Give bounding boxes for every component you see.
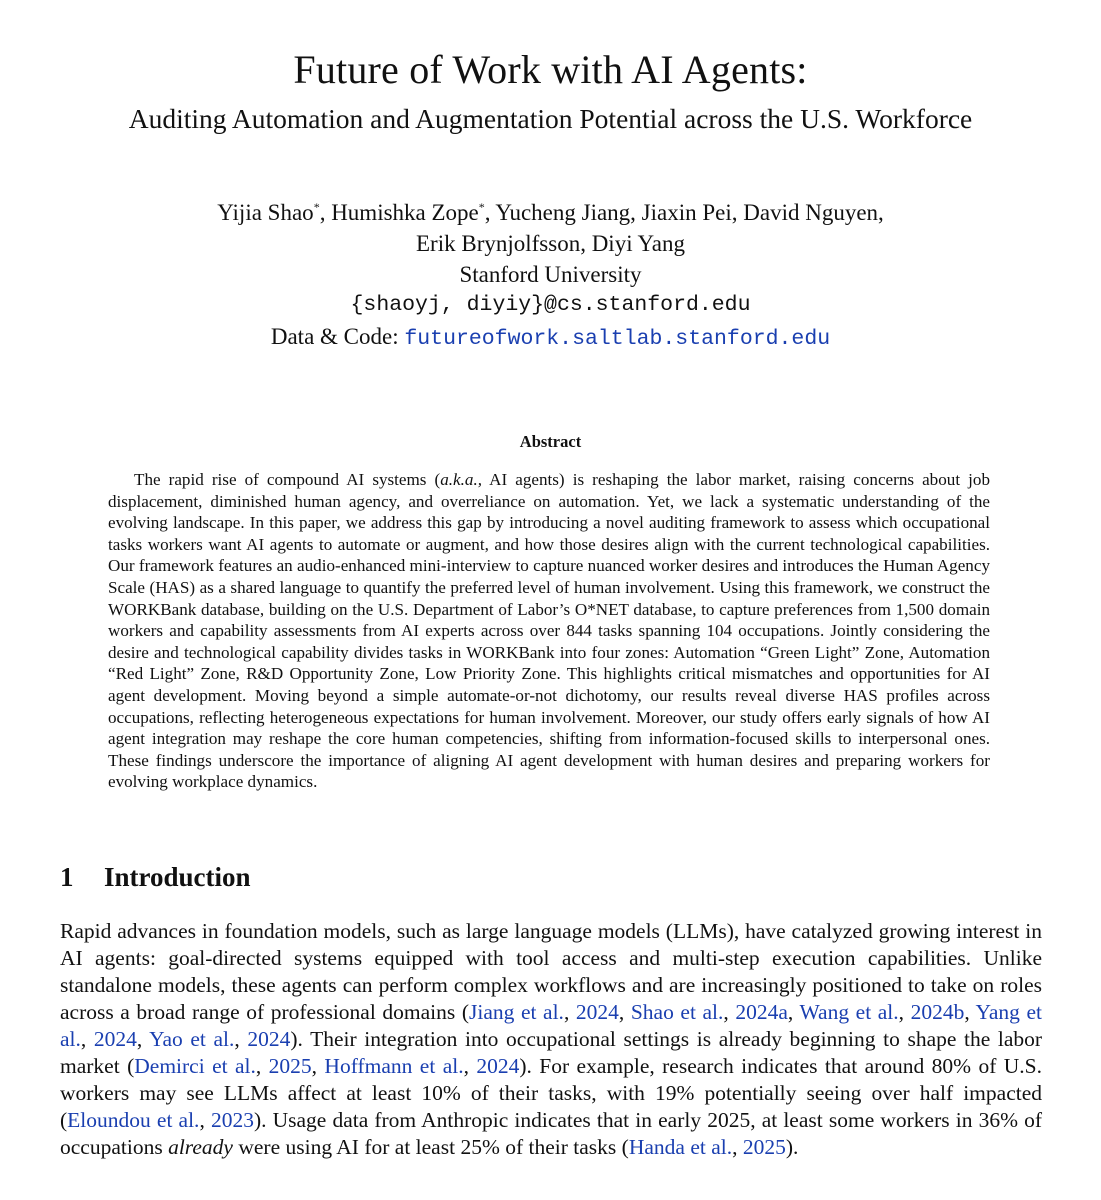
intro-text: , (723, 1000, 736, 1024)
citation-link[interactable]: 2024 (476, 1054, 520, 1078)
data-code-label: Data & Code: (270, 324, 405, 349)
intro-italic: already (168, 1135, 233, 1159)
citation-link[interactable]: Shao et al. (630, 1000, 724, 1024)
author-name: Humishka Zope (331, 200, 479, 225)
intro-text: , (255, 1054, 269, 1078)
section-title: Introduction (104, 862, 251, 892)
author-block (0, 192, 1101, 355)
intro-text: , (618, 1000, 631, 1024)
citation-link[interactable]: 2024 (247, 1027, 291, 1051)
intro-text: , (234, 1027, 248, 1051)
citation-link[interactable]: Jiang et al. (469, 1000, 564, 1024)
intro-text: ). (785, 1135, 799, 1159)
citation-link[interactable]: 2024 (93, 1027, 137, 1051)
abstract-text (108, 469, 990, 793)
intro-text: , (964, 1000, 976, 1024)
introduction-paragraph (60, 918, 1042, 1161)
equal-contribution-mark: * (478, 200, 485, 214)
affiliation: Stanford University (459, 262, 642, 287)
intro-text: , (898, 1000, 911, 1024)
data-code-line (0, 321, 1101, 355)
citation-link[interactable]: 2025 (742, 1135, 786, 1159)
intro-text: , (787, 1000, 800, 1024)
abstract-heading: Abstract (519, 432, 582, 451)
abstract-part: AI agents) is reshaping the labor market, raising concerns about job displacement, diminished human agency, and overreliance on automation. Yet, we lack a systematic understanding of the evolving landscape. In this paper, we address this gap by introducing a novel auditing framework to assess which occupational tasks workers want AI agents to automate or augment, and how those desires align with the current technological capabilities. Our framework features an audio-enhanced mini-interview to capture nuanced worker desires and introduces the Human Agency Scale (HAS) as a shared language to quantify the preferred level of human involvement. Using this framework, we construct the WORKBank database, building on the U.S. Department of Labor’s O*NET database, to capture preferences from 1,500 domain workers and capability assessments from AI experts across over 844 tasks spanning 104 occupations. Jointly considering the desire and technological capability divides tasks in WORKBank into four zones: Automation “Green Light” Zone, Automation “Red Light” Zone, R&D Opportunity Zone, Low Priority Zone. This highlights critical mismatches and opportunities for AI agent development. Moving beyond a simple automate-or-not dichotomy, our results reveal diverse HAS profiles across occupations, reflecting heterogeneous expectations for human involvement. Moreover, our study offers early signals of how AI agent integration may reshape the core human competencies, shifting from information-focused skills to interpersonal ones. These findings underscore the importance of aligning AI agent development with human desires and preparing workers for evolving workplace dynamics. (108, 470, 990, 792)
citation-link[interactable]: Yang et al. (60, 1000, 1043, 1051)
intro-text: ). Their integration into occupational settings is already beginning to shape the labor market ( (60, 1027, 1043, 1078)
intro-text: ). For example, research indicates that around 80% of U.S. workers may see LLMs affect at least 10% of their tasks, with 19% potentially seeing over half impacted ( (60, 1054, 1042, 1132)
citation-link[interactable]: Hoffmann et al. (324, 1054, 464, 1078)
intro-text: , (199, 1108, 211, 1132)
citation-link[interactable]: 2025 (268, 1054, 312, 1078)
abstract-part: The rapid rise of compound AI systems ( (134, 470, 441, 489)
intro-text: were using AI for at least 25% of their tasks ( (232, 1135, 629, 1159)
author-names: Yucheng Jiang, Jiaxin Pei, David Nguyen, (495, 200, 884, 225)
citation-link[interactable]: Demirci et al. (134, 1054, 256, 1078)
separator: , (319, 200, 332, 225)
project-url-link[interactable]: futureofwork.saltlab.stanford.edu (404, 327, 831, 351)
intro-text: Rapid advances in foundation models, such as large language models (LLMs), have catalyzed growing interest in AI agents: goal-directed systems equipped with tool access and multi-step execution capabilities. Unlike standalone models, these agents can perform complex workflows and are increasingly positioned to take on roles across a broad range of professional domains ( (60, 919, 1042, 1024)
intro-text: , (563, 1000, 576, 1024)
citation-link[interactable]: Eloundou et al. (67, 1108, 200, 1132)
author-line-2: Erik Brynjolfsson, Diyi Yang (416, 231, 685, 256)
section-heading (60, 862, 251, 893)
citation-link[interactable]: 2024b (910, 1000, 965, 1024)
author-line-1 (0, 192, 1101, 228)
author-name: Yijia Shao (217, 200, 314, 225)
citation-link[interactable]: 2024 (575, 1000, 619, 1024)
intro-text: , (80, 1027, 94, 1051)
section-number: 1 (60, 862, 74, 892)
citation-link[interactable]: 2023 (210, 1108, 254, 1132)
email-address: {shaoyj, diyiy}@cs.stanford.edu (350, 293, 751, 317)
citation-link[interactable]: Yao et al. (149, 1027, 235, 1051)
intro-text: ). Usage data from Anthropic indicates that in early 2025, at least some workers in 36% of occupations (60, 1108, 1043, 1159)
equal-contribution-mark: * (313, 200, 320, 214)
paper-title: Future of Work with AI Agents: (293, 47, 808, 92)
separator: , (484, 200, 496, 225)
citation-link[interactable]: 2024a (735, 1000, 788, 1024)
paper-subtitle: Auditing Automation and Augmentation Potential across the U.S. Workforce (128, 103, 973, 134)
intro-text: , (311, 1054, 325, 1078)
citation-link[interactable]: Wang et al. (799, 1000, 899, 1024)
abstract-italic: a.k.a., (440, 470, 483, 489)
intro-text: , (136, 1027, 150, 1051)
intro-text: , (732, 1135, 743, 1159)
intro-text: , (463, 1054, 477, 1078)
citation-link[interactable]: Handa et al. (628, 1135, 733, 1159)
